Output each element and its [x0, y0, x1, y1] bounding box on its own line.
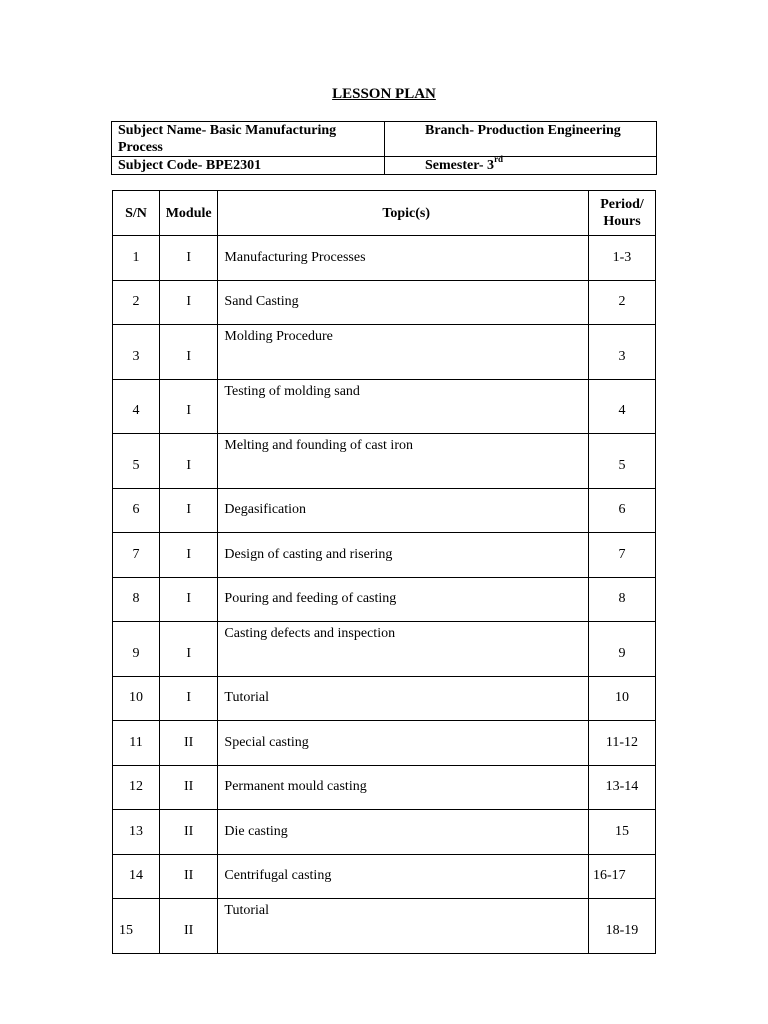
table-row	[113, 899, 656, 954]
table-row	[113, 379, 656, 434]
cell-period: 5	[588, 434, 655, 489]
cell-topic: Permanent mould casting	[218, 765, 589, 810]
table-body	[113, 236, 656, 954]
table-row	[113, 533, 656, 578]
cell-period: 3	[588, 325, 655, 380]
semester	[385, 154, 657, 175]
cell-period: 4	[588, 379, 655, 434]
table-row	[113, 325, 656, 380]
cell-period: 11-12	[588, 721, 655, 766]
cell-sn: 13	[113, 810, 160, 855]
cell-module: II	[159, 721, 217, 766]
cell-sn: 8	[113, 577, 160, 622]
table-row	[113, 577, 656, 622]
cell-topic: Degasification	[218, 488, 589, 533]
lesson-plan-table	[112, 190, 656, 954]
table-row	[113, 280, 656, 325]
cell-sn: 5	[113, 434, 160, 489]
cell-period: 2	[588, 280, 655, 325]
cell-topic: Tutorial	[218, 899, 589, 954]
cell-period: 18-19	[588, 899, 655, 954]
branch: Branch- Production Engineering	[385, 122, 657, 157]
cell-module: I	[159, 676, 217, 721]
table-row	[113, 236, 656, 281]
semester-label: Semester- 3	[425, 158, 495, 173]
cell-topic: Centrifugal casting	[218, 854, 589, 899]
cell-sn: 15	[113, 899, 160, 954]
cell-period: 10	[588, 676, 655, 721]
cell-topic: Casting defects and inspection	[218, 622, 589, 677]
cell-topic: Die casting	[218, 810, 589, 855]
cell-period: 7	[588, 533, 655, 578]
table-row	[113, 765, 656, 810]
cell-topic: Design of casting and risering	[218, 533, 589, 578]
cell-sn: 3	[113, 325, 160, 380]
cell-topic: Tutorial	[218, 676, 589, 721]
cell-period: 9	[588, 622, 655, 677]
cell-module: I	[159, 488, 217, 533]
cell-topic: Testing of molding sand	[218, 379, 589, 434]
cell-topic: Melting and founding of cast iron	[218, 434, 589, 489]
cell-sn: 10	[113, 676, 160, 721]
cell-topic: Pouring and feeding of casting	[218, 577, 589, 622]
cell-sn: 6	[113, 488, 160, 533]
cell-period: 6	[588, 488, 655, 533]
cell-sn: 12	[113, 765, 160, 810]
cell-sn: 11	[113, 721, 160, 766]
cell-module: I	[159, 379, 217, 434]
table-row	[113, 434, 656, 489]
cell-period: 8	[588, 577, 655, 622]
header-topic: Topic(s)	[218, 191, 589, 236]
cell-module: I	[159, 577, 217, 622]
subject-info-table	[111, 121, 657, 175]
cell-sn: 7	[113, 533, 160, 578]
cell-sn: 9	[113, 622, 160, 677]
cell-period: 15	[588, 810, 655, 855]
cell-module: I	[159, 533, 217, 578]
cell-topic: Sand Casting	[218, 280, 589, 325]
cell-module: I	[159, 325, 217, 380]
cell-module: I	[159, 280, 217, 325]
table-row	[113, 488, 656, 533]
cell-period: 16-17	[588, 854, 655, 899]
table-row	[113, 810, 656, 855]
cell-period: 13-14	[588, 765, 655, 810]
cell-module: I	[159, 434, 217, 489]
cell-module: I	[159, 236, 217, 281]
cell-topic: Manufacturing Processes	[218, 236, 589, 281]
cell-module: I	[159, 622, 217, 677]
cell-sn: 1	[113, 236, 160, 281]
header-sn: S/N	[113, 191, 160, 236]
cell-sn: 2	[113, 280, 160, 325]
semester-suffix: rd	[494, 154, 504, 165]
table-row	[113, 622, 656, 677]
cell-period: 1-3	[588, 236, 655, 281]
cell-topic: Molding Procedure	[218, 325, 589, 380]
header-period: Period/ Hours	[588, 191, 655, 236]
cell-module: II	[159, 810, 217, 855]
table-row	[113, 854, 656, 899]
page-title: LESSON PLAN	[332, 86, 436, 102]
subject-code: Subject Code- BPE2301	[112, 157, 385, 175]
cell-module: II	[159, 765, 217, 810]
cell-module: II	[159, 854, 217, 899]
cell-sn: 14	[113, 854, 160, 899]
table-row	[113, 676, 656, 721]
header-module: Module	[159, 191, 217, 236]
subject-name: Subject Name- Basic Manufacturing Process	[112, 122, 385, 157]
table-row	[113, 721, 656, 766]
cell-module: II	[159, 899, 217, 954]
cell-topic: Special casting	[218, 721, 589, 766]
cell-sn: 4	[113, 379, 160, 434]
table-header-row	[113, 191, 656, 236]
